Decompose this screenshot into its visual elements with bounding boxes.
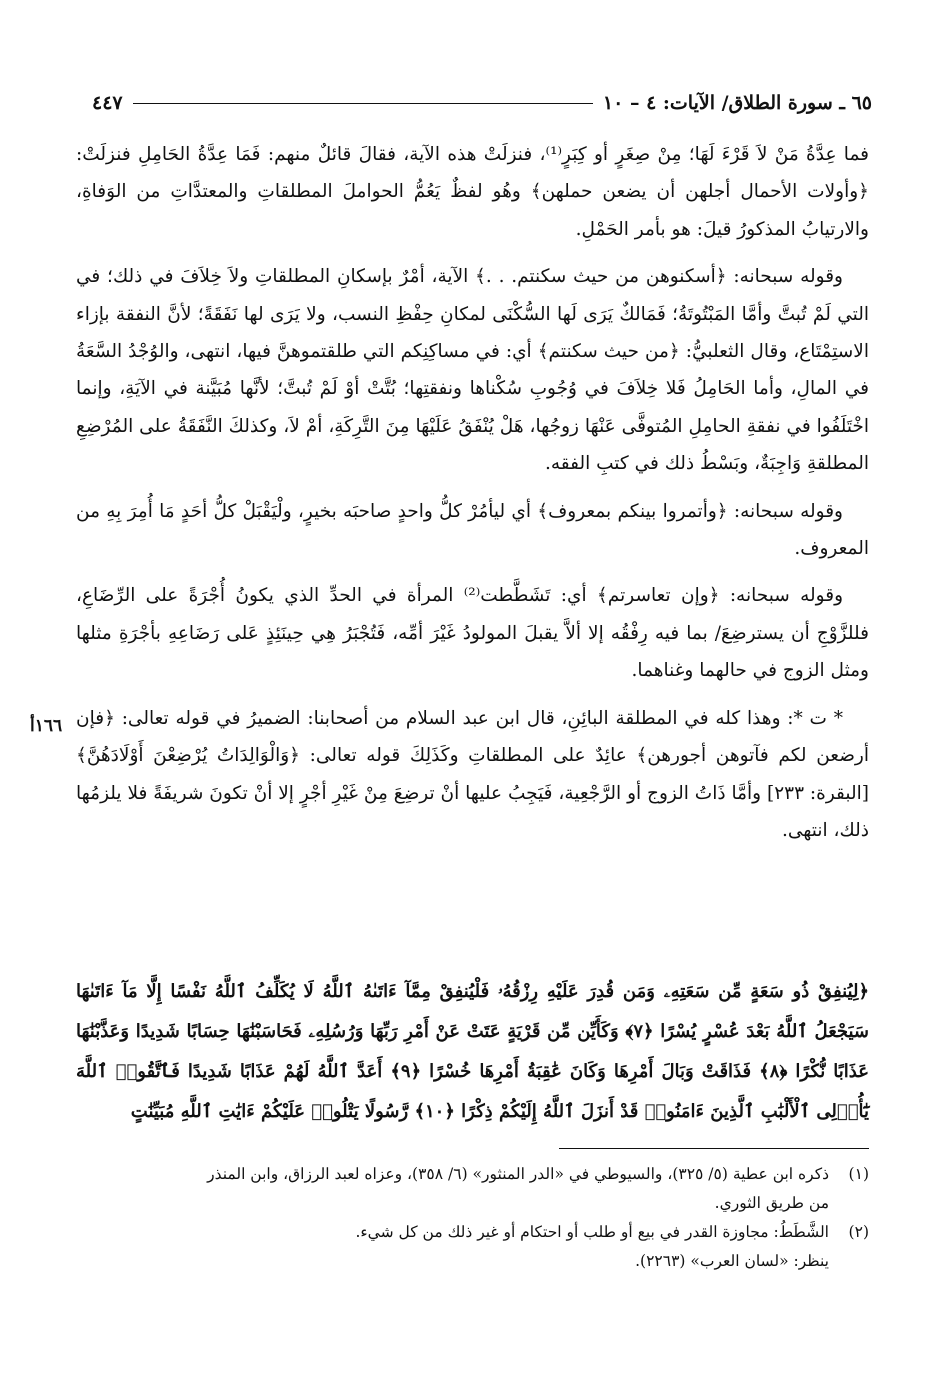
footnote-number: (١) [848,1165,869,1183]
paragraph-2: وقوله سبحانه: ﴿أسكنوهن من حيث سكنتم. . .﴾ الآية، أمْرٌ بإسكانِ المطلقاتِ ولاَ خِلاَفَ في ذلك؛ في التي لَمْ تُبتَّ وأمَّا المَبْتُوتَةُ؛ فَمَالكٌ يَرَى لَها السُّكْنَى لمكانِ حِفْظِ النسب، ولا يَرَى لها نَفَقَةً؛ لأنَّ النفقة بإزاء الاستِمْتَاع، وقال الثعلبيُّ: ﴿من حيث سكنتم﴾ أي: في مساكِنِكم التي طلقتموهنَّ فيها، انتهى، والوُجْدُ السَّعَةُ في المالِ، وأما الحَامِلُ فَلا خِلاَفَ في وُجُوبِ سُكْناها ونفقتِها؛ بُتَّتْ أوْ لَمْ تُبتَّ؛ لأنَّها مُبَيَّنة في الآيَةِ، وإنما اخْتَلَفُوا في نفقةِ الحامِلِ المُتوفَّى عَنْهَا زوجُها، هَلْ يُنْفَقُ عَلَيْهَا مِنَ التَّرِكَةِ، أمْ لاَ، وكذلكَ النَّفَقَةُ على المُرْضِعِ المطلقةِ وَاجِبَةٌ، وبَسْطُ ذلك في كتبِ الفقه. [76,266,869,475]
footnote-text: الشَّطَطُ: مجاوزة القدر في بيع أو طلب أو احتكام أو غير ذلك من كل شيء. [355,1223,829,1241]
footnote-2 [76,1218,869,1247]
paragraph-1: فما عِدَّةُ مَنْ لاَ قَرْءَ لَهَا؛ مِنْ صِغَرٍ أو كِبَرٍ⁽¹⁾، فنزلَتْ هذه الآية، فقالَ قائلٌ منهم: فَمَا عِدَّةُ الحَامِلِ فنزلَتْ: ﴿وأولات الأحمال أجلهن أن يضعن حملهن﴾ وهُو لفظٌ يَعُمُّ الحواملَ المطلقاتِ والمعتدَّاتِ من الوَفاةِ، والارتيابُ المذكورُ قيلَ: هو بأمر الحَمْلِ. [76,144,869,240]
page-number: ٤٤٧ [92,92,123,114]
footnote-1-continuation: من طريق الثوري. [714,1194,829,1212]
footnote-text: ذكره ابن عطية (٥/ ٣٢٥)، والسيوطي في «الدر المنثور» (٦/ ٣٥٨)، وعزاه لعبد الرزاق، وابن المنذر [207,1165,829,1183]
running-title: ٦٥ ـ سورة الطلاق/ الآيات: ٤ – ١٠ [602,92,872,114]
footnote-1 [76,1160,869,1189]
footnote-rule [559,1148,869,1149]
footnote-number: (٢) [848,1223,869,1241]
quran-verses: ﴿لِيُنفِقْ ذُو سَعَةٍ مِّن سَعَتِهِۦ وَمَن قُدِرَ عَلَيْهِ رِزْقُهُۥ فَلْيُنفِقْ مِمَّآ ءَاتَىٰهُ ٱللَّهُ لَا يُكَلِّفُ ٱللَّهُ نَفْسًا إِلَّا مَآ ءَاتَىٰهَا سَيَجْعَلُ ٱللَّهُ بَعْدَ عُسْرٍ يُسْرًا ﴿٧﴾ وَكَأَيِّن مِّن قَرْيَةٍ عَتَتْ عَنْ أَمْرِ رَبِّهَا وَرُسُلِهِۦ فَحَاسَبْنَٰهَا حِسَابًا شَدِيدًا وَعَذَّبْنَٰهَا عَذَابًا نُّكْرًا ﴿٨﴾ فَذَاقَتْ وَبَالَ أَمْرِهَا وَكَانَ عَٰقِبَةُ أَمْرِهَا خُسْرًا ﴿٩﴾ أَعَدَّ ٱللَّهُ لَهُمْ عَذَابًا شَدِيدًا فَٱتَّقُوا۟ ٱللَّهَ يَٰٓأُو۟لِى ٱلْأَلْبَٰبِ ٱلَّذِينَ ءَامَنُوا۟ قَدْ أَنزَلَ ٱللَّهُ إِلَيْكُمْ ذِكْرًا ﴿١٠﴾ رَّسُولًا يَتْلُوا۟ عَلَيْكُمْ ءَايَٰتِ ٱللَّهِ مُبَيِّنَٰتٍ [76,981,870,1122]
footnote-2-continuation: ينظر: «لسان العرب» (٢٢٦٣). [635,1252,829,1270]
paragraph-5: * ت *: وهذا كله في المطلقة البائِنِ، قال ابن عبد السلام من أصحابنا: الضميرُ في قوله تعالى: ﴿فإن أرضعن لكم فآتوهن أجورهن﴾ عائِدٌ على المطلقاتِ وكَذَلِكَ قوله تعالى: ﴿وَالْوَالِدَاتُ يُرْضِعْنَ أَوْلَادَهُنَّ﴾ [البقرة: ٢٣٣] وأمَّا ذَاتُ الزوج أو الرَّجْعِية، فَيَجِبُ عليها أنْ ترضِعَ مِنْ غَيْرِ أجْرٍ إلا أنْ تكونَ شريفَةً فلا يلزمُها ذلك، انتهى. [76,707,869,841]
header-rule [133,103,593,104]
margin-note: ١٦٦أ [30,716,63,736]
paragraph-3: وقوله سبحانه: ﴿وأتمروا بينكم بمعروف﴾ أي ليأمُرْ كلُّ واحدٍ صاحبَه بخيرٍ، ولْيَقْبَلْ كلُّ أحَدٍ مَا أُمِرَ بِهِ من المعروف. [76,500,869,560]
footnotes [76,1160,869,1276]
paragraph-4: وقوله سبحانه: ﴿وإن تعاسرتم﴾ أي: تَشَطَّطت⁽²⁾ المرأة في الحدِّ الذي يكونُ أُجْرَةً على الرِّضَاعِ، فللزَّوْجِ أن يسترضِعَ/ بما فيه رِفْقُه إلا ألاَّ يقبلَ المولودُ غَيْرَ أمِّه، فَتُجْبَرُ هِي حِينَئِذٍ عَلى رَضَاعِهِ بأجْرَةِ مثلها ومثل الزوج في حالهما وغناهما. [76,585,869,682]
page-header [92,88,872,118]
main-text [76,136,869,859]
